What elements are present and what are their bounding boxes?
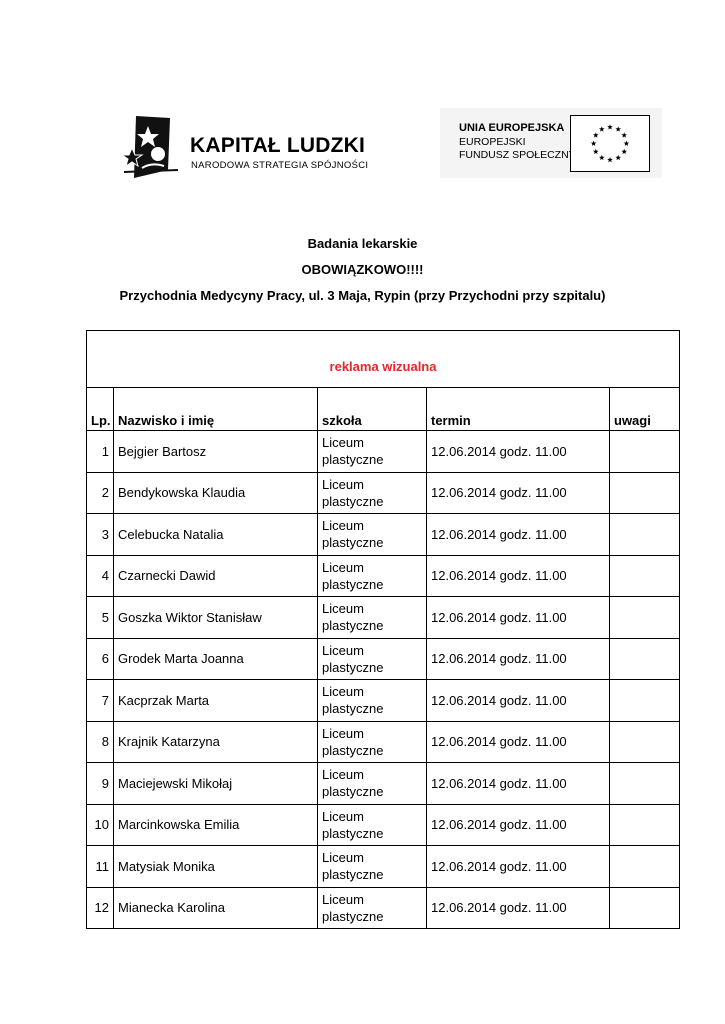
row-school-line1: Liceum bbox=[322, 601, 364, 617]
kapital-ludzki-title: KAPITAŁ LUDZKI bbox=[190, 134, 366, 157]
row-notes bbox=[610, 472, 680, 514]
row-school-line1: Liceum bbox=[322, 725, 364, 741]
table-row bbox=[87, 721, 680, 763]
row-school-line1: Liceum bbox=[322, 559, 364, 575]
row-term: 12.06.2014 godz. 11.00 bbox=[427, 638, 610, 680]
table-header-row bbox=[87, 388, 680, 431]
row-term: 12.06.2014 godz. 11.00 bbox=[427, 887, 610, 929]
row-school bbox=[318, 555, 427, 597]
row-notes bbox=[610, 846, 680, 888]
table-row bbox=[87, 514, 680, 556]
row-school bbox=[318, 721, 427, 763]
table-row bbox=[87, 555, 680, 597]
row-school-line2: plastyczne bbox=[322, 659, 384, 675]
row-name: Kacprzak Marta bbox=[114, 680, 318, 722]
row-school bbox=[318, 431, 427, 473]
row-lp: 3 bbox=[87, 514, 114, 556]
row-school bbox=[318, 680, 427, 722]
eu-star-icon bbox=[593, 149, 599, 154]
row-term: 12.06.2014 godz. 11.00 bbox=[427, 431, 610, 473]
row-notes bbox=[610, 804, 680, 846]
table-caption-row bbox=[87, 331, 680, 388]
row-notes bbox=[610, 887, 680, 929]
row-school-line1: Liceum bbox=[322, 476, 364, 492]
eu-star-icon bbox=[621, 132, 627, 137]
eu-logo-line2: EUROPEJSKI bbox=[459, 136, 526, 148]
table-row bbox=[87, 472, 680, 514]
row-term: 12.06.2014 godz. 11.00 bbox=[427, 804, 610, 846]
row-school-line1: Liceum bbox=[322, 891, 364, 907]
eu-flag-icon bbox=[570, 115, 650, 172]
mandatory-notice: OBOWIĄZKOWO!!!! bbox=[301, 262, 424, 277]
participants-table bbox=[86, 330, 680, 929]
row-term: 12.06.2014 godz. 11.00 bbox=[427, 472, 610, 514]
row-name: Krajnik Katarzyna bbox=[114, 721, 318, 763]
row-school-line1: Liceum bbox=[322, 808, 364, 824]
row-school bbox=[318, 763, 427, 805]
eu-star-icon bbox=[607, 124, 613, 129]
row-lp: 6 bbox=[87, 638, 114, 680]
row-name: Goszka Wiktor Stanisław bbox=[114, 597, 318, 639]
header-school: szkoła bbox=[318, 388, 427, 431]
row-school-line2: plastyczne bbox=[322, 618, 384, 634]
row-name: Mianecka Karolina bbox=[114, 887, 318, 929]
eu-star-icon bbox=[607, 157, 613, 162]
row-school bbox=[318, 514, 427, 556]
row-lp: 2 bbox=[87, 472, 114, 514]
table-row bbox=[87, 597, 680, 639]
row-school-line1: Liceum bbox=[322, 642, 364, 658]
row-name: Marcinkowska Emilia bbox=[114, 804, 318, 846]
header-notes: uwagi bbox=[610, 388, 680, 431]
row-term: 12.06.2014 godz. 11.00 bbox=[427, 763, 610, 805]
row-name: Czarnecki Dawid bbox=[114, 555, 318, 597]
row-term: 12.06.2014 godz. 11.00 bbox=[427, 680, 610, 722]
row-term: 12.06.2014 godz. 11.00 bbox=[427, 514, 610, 556]
row-notes bbox=[610, 638, 680, 680]
row-lp: 12 bbox=[87, 887, 114, 929]
eu-star-icon bbox=[615, 155, 621, 160]
row-school-line2: plastyczne bbox=[322, 576, 384, 592]
row-lp: 11 bbox=[87, 846, 114, 888]
row-lp: 9 bbox=[87, 763, 114, 805]
row-school bbox=[318, 597, 427, 639]
eu-logo bbox=[440, 108, 662, 178]
row-lp: 4 bbox=[87, 555, 114, 597]
row-notes bbox=[610, 721, 680, 763]
document-title: Badania lekarskie bbox=[307, 236, 418, 251]
row-school-line2: plastyczne bbox=[322, 535, 384, 551]
eu-star-icon bbox=[599, 126, 605, 131]
eu-logo-line3: FUNDUSZ SPOŁECZNY bbox=[459, 149, 576, 161]
row-school-line2: plastyczne bbox=[322, 784, 384, 800]
location-line: Przychodnia Medycyny Pracy, ul. 3 Maja, Rypin (przy Przychodni przy szpitalu) bbox=[119, 288, 606, 303]
eu-star-icon bbox=[599, 155, 605, 160]
row-term: 12.06.2014 godz. 11.00 bbox=[427, 846, 610, 888]
table-row bbox=[87, 431, 680, 473]
table-caption: reklama wizualna bbox=[87, 331, 680, 388]
row-school-line1: Liceum bbox=[322, 767, 364, 783]
row-school bbox=[318, 887, 427, 929]
kapital-ludzki-logo bbox=[118, 112, 368, 184]
row-name: Celebucka Natalia bbox=[114, 514, 318, 556]
row-school-line1: Liceum bbox=[322, 850, 364, 866]
table-row bbox=[87, 887, 680, 929]
row-school-line1: Liceum bbox=[322, 435, 364, 451]
kapital-ludzki-subtitle: NARODOWA STRATEGIA SPÓJNOŚCI bbox=[191, 160, 369, 171]
eu-star-icon bbox=[591, 141, 597, 146]
row-lp: 8 bbox=[87, 721, 114, 763]
eu-star-icon bbox=[615, 126, 621, 131]
table-row bbox=[87, 638, 680, 680]
header-term: termin bbox=[427, 388, 610, 431]
row-notes bbox=[610, 763, 680, 805]
row-name: Grodek Marta Joanna bbox=[114, 638, 318, 680]
kapital-ludzki-emblem-icon bbox=[118, 112, 182, 184]
row-school-line2: plastyczne bbox=[322, 908, 384, 924]
row-term: 12.06.2014 godz. 11.00 bbox=[427, 721, 610, 763]
table-row bbox=[87, 763, 680, 805]
row-notes bbox=[610, 597, 680, 639]
row-notes bbox=[610, 514, 680, 556]
row-school-line2: plastyczne bbox=[322, 452, 384, 468]
header-lp: Lp. bbox=[87, 388, 114, 431]
row-school bbox=[318, 804, 427, 846]
row-school bbox=[318, 638, 427, 680]
row-lp: 5 bbox=[87, 597, 114, 639]
eu-logo-line1: UNIA EUROPEJSKA bbox=[459, 122, 565, 134]
row-name: Matysiak Monika bbox=[114, 846, 318, 888]
row-lp: 10 bbox=[87, 804, 114, 846]
row-school-line2: plastyczne bbox=[322, 867, 384, 883]
row-term: 12.06.2014 godz. 11.00 bbox=[427, 555, 610, 597]
row-lp: 7 bbox=[87, 680, 114, 722]
row-notes bbox=[610, 431, 680, 473]
row-school-line2: plastyczne bbox=[322, 742, 384, 758]
row-notes bbox=[610, 555, 680, 597]
row-school-line1: Liceum bbox=[322, 684, 364, 700]
row-school-line1: Liceum bbox=[322, 518, 364, 534]
row-school bbox=[318, 846, 427, 888]
row-term: 12.06.2014 godz. 11.00 bbox=[427, 597, 610, 639]
table-row bbox=[87, 680, 680, 722]
row-school bbox=[318, 472, 427, 514]
row-school-line2: plastyczne bbox=[322, 493, 384, 509]
eu-star-icon bbox=[621, 149, 627, 154]
table-row bbox=[87, 846, 680, 888]
table-row bbox=[87, 804, 680, 846]
row-name: Bejgier Bartosz bbox=[114, 431, 318, 473]
row-name: Bendykowska Klaudia bbox=[114, 472, 318, 514]
eu-star-icon bbox=[624, 141, 630, 146]
row-name: Maciejewski Mikołaj bbox=[114, 763, 318, 805]
row-school-line2: plastyczne bbox=[322, 701, 384, 717]
row-school-line2: plastyczne bbox=[322, 825, 384, 841]
eu-star-icon bbox=[593, 132, 599, 137]
row-notes bbox=[610, 680, 680, 722]
header-name: Nazwisko i imię bbox=[114, 388, 318, 431]
row-lp: 1 bbox=[87, 431, 114, 473]
